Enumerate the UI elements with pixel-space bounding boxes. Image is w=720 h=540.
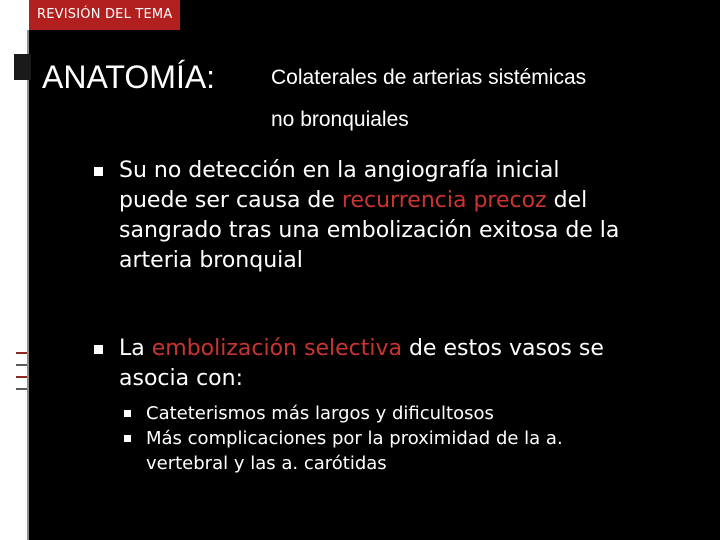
- decorative-tick: [16, 376, 27, 378]
- decorative-tick: [16, 388, 27, 390]
- left-rule: [27, 30, 29, 540]
- bullet-line: [94, 246, 694, 276]
- sub-bullet-list: [124, 401, 704, 476]
- slide-subtitle-line-1: Colaterales de arterias sistémicas: [271, 66, 587, 89]
- sub-bullet-text: Más complicaciones por la proximidad de la a.: [146, 428, 563, 449]
- bullet-text: La: [119, 336, 152, 361]
- bullet-line: [94, 216, 694, 246]
- slide-subtitle-line-2: no bronquiales: [271, 108, 409, 131]
- bullet-square-icon: [94, 345, 103, 354]
- decorative-tick: [16, 364, 27, 366]
- section-tag: REVISIÓN DEL TEMA: [29, 0, 180, 30]
- bullet-line: [94, 364, 694, 394]
- sub-bullet-item: [124, 401, 704, 426]
- bullet-square-icon: [94, 167, 103, 176]
- bullet-line: [94, 186, 694, 216]
- bullet-text: de estos vasos se: [401, 336, 604, 361]
- bullet-text: del: [546, 188, 588, 213]
- bullet-square-icon: [124, 435, 131, 442]
- bullet-item: [94, 334, 694, 394]
- bullet-item: [94, 156, 694, 276]
- bullet-text: puede ser causa de: [119, 188, 342, 213]
- highlight-text: recurrencia precoz: [341, 188, 547, 213]
- sub-bullet-text: vertebral y las a. carótidas: [146, 453, 387, 474]
- sub-bullet-text: Cateterismos más largos y dificultosos: [146, 403, 494, 424]
- bullet-text: Su no detección en la angiografía inicial: [119, 158, 560, 183]
- slide-title: ANATOMÍA:: [42, 59, 216, 95]
- decorative-block: [14, 54, 31, 80]
- bullet-text: arteria bronquial: [119, 248, 303, 273]
- sub-bullet-item: [124, 426, 704, 476]
- highlight-text: embolización selectiva: [151, 336, 402, 361]
- decorative-tick: [16, 352, 27, 354]
- bullet-line: [94, 156, 694, 186]
- bullet-square-icon: [124, 410, 131, 417]
- bullet-text: sangrado tras una embolización exitosa de la: [119, 218, 620, 243]
- bullet-text: asocia con:: [119, 366, 243, 391]
- bullet-line: [94, 334, 694, 364]
- left-margin: [0, 0, 29, 540]
